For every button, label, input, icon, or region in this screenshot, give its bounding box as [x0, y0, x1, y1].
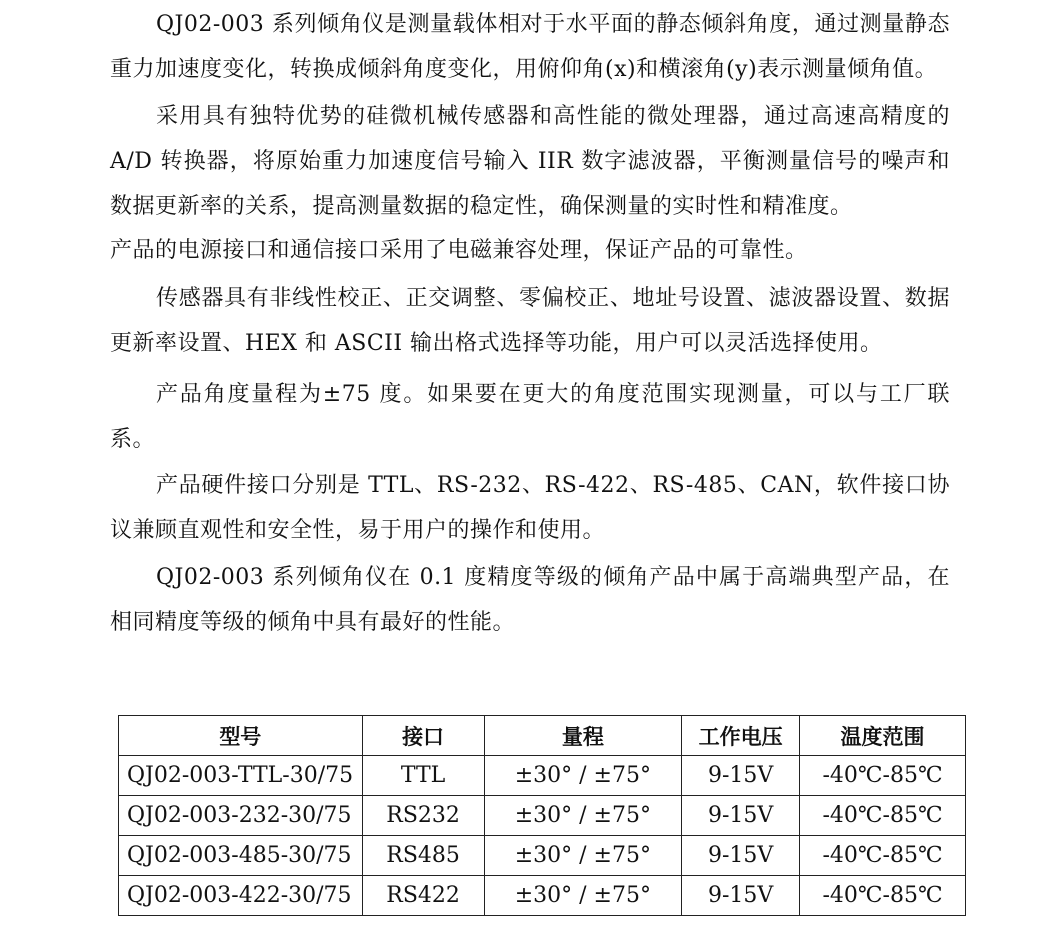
- paragraph-intro: QJ02-003 系列倾角仪是测量载体相对于水平面的静态倾斜角度，通过测量静态重力加速度变化，转换成倾斜角度变化，用俯仰角(x)和横滚角(y)表示测量倾角值。: [110, 12, 950, 82]
- header-interface: 接口: [362, 716, 484, 756]
- header-range: 量程: [484, 716, 682, 756]
- cell-model: QJ02-003-TTL-30/75: [119, 756, 363, 796]
- paragraph-positioning: QJ02-003 系列倾角仪在 0.1 度精度等级的倾角产品中属于高端典型产品，在相同精度等级的倾角中具有最好的性能。: [110, 565, 950, 635]
- cell-temperature: -40℃-85℃: [800, 796, 966, 836]
- cell-voltage: 9-15V: [682, 796, 800, 836]
- cell-interface: RS232: [362, 796, 484, 836]
- cell-range: ±30° / ±75°: [484, 796, 682, 836]
- cell-interface: RS485: [362, 836, 484, 876]
- cell-interface: TTL: [362, 756, 484, 796]
- cell-model: QJ02-003-485-30/75: [119, 836, 363, 876]
- cell-temperature: -40℃-85℃: [800, 876, 966, 916]
- paragraph-emc: 产品的电源接口和通信接口采用了电磁兼容处理，保证产品的可靠性。: [110, 238, 808, 263]
- header-model: 型号: [119, 716, 363, 756]
- table-row: [119, 756, 966, 796]
- cell-voltage: 9-15V: [682, 756, 800, 796]
- header-voltage: 工作电压: [682, 716, 800, 756]
- cell-range: ±30° / ±75°: [484, 876, 682, 916]
- cell-temperature: -40℃-85℃: [800, 836, 966, 876]
- cell-temperature: -40℃-85℃: [800, 756, 966, 796]
- paragraph-features: 传感器具有非线性校正、正交调整、零偏校正、地址号设置、滤波器设置、数据更新率设置、HEX 和 ASCII 输出格式选择等功能，用户可以灵活选择使用。: [110, 286, 950, 356]
- table-row: [119, 836, 966, 876]
- table-header-row: [119, 716, 966, 756]
- paragraph-range: 产品角度量程为±75 度。如果要在更大的角度范围实现测量，可以与工厂联系。: [110, 382, 950, 452]
- header-temperature: 温度范围: [800, 716, 966, 756]
- table-row: [119, 796, 966, 836]
- cell-voltage: 9-15V: [682, 836, 800, 876]
- cell-interface: RS422: [362, 876, 484, 916]
- cell-model: QJ02-003-422-30/75: [119, 876, 363, 916]
- cell-voltage: 9-15V: [682, 876, 800, 916]
- spec-table: [118, 715, 966, 916]
- table-row: [119, 876, 966, 916]
- cell-range: ±30° / ±75°: [484, 836, 682, 876]
- cell-model: QJ02-003-232-30/75: [119, 796, 363, 836]
- document-body: [110, 0, 950, 645]
- paragraph-sensor-technology: 采用具有独特优势的硅微机械传感器和高性能的微处理器，通过高速高精度的 A/D 转换器，将原始重力加速度信号输入 IIR 数字滤波器，平衡测量信号的噪声和数据更新率的关系，提高测量数据的稳定性，确保测量的实时性和精准度。: [110, 104, 950, 219]
- paragraph-interfaces: 产品硬件接口分别是 TTL、RS-232、RS-422、RS-485、CAN，软件接口协议兼顾直观性和安全性，易于用户的操作和使用。: [110, 473, 950, 543]
- cell-range: ±30° / ±75°: [484, 756, 682, 796]
